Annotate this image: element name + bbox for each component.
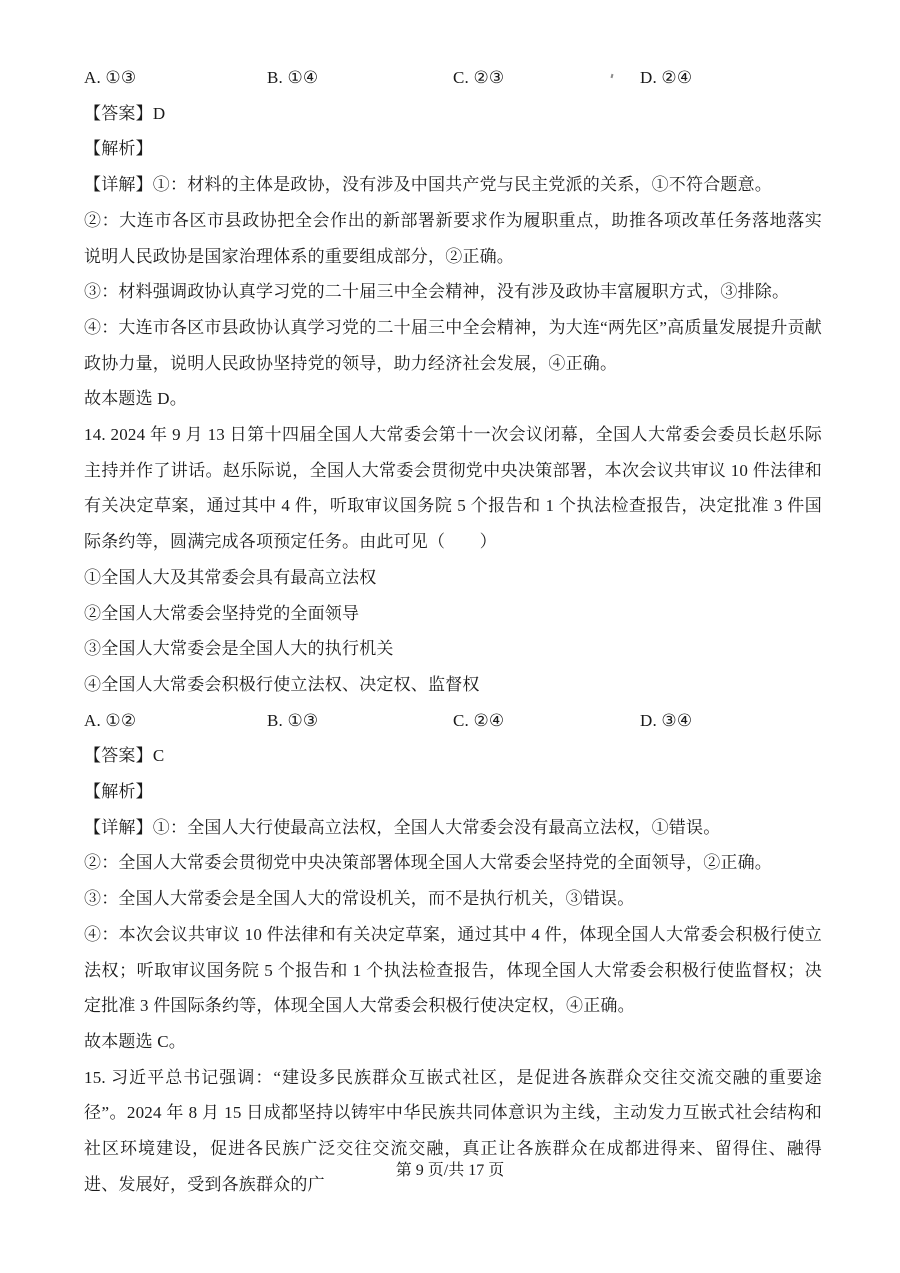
q14-detail-3: ③：全国人大常委会是全国人大的常设机关，而不是执行机关，③错误。 [84, 889, 635, 909]
q13-options-row [84, 60, 822, 96]
q14-answer-label: 【答案】 [84, 746, 153, 766]
q14-detail-1: 【详解】①：全国人大行使最高立法权，全国人大常委会没有最高立法权，①错误。 [84, 817, 721, 837]
q13-answer-line [84, 96, 822, 132]
q14-option-c: C. ②④ [453, 710, 505, 730]
q13-detail-1: 【详解】①：材料的主体是政协，没有涉及中国共产党与民主党派的关系，①不符合题意。 [84, 175, 772, 195]
q14-detail-4: ④：本次会议共审议 10 件法律和有关决定草案，通过其中 4 件，体现全国人大常委会积极行使立法权；听取审议国务院 5 个报告和 1 个执法检查报告，体现全国人大常委会积极行使监督权；决定批准 3 件国际条约等，体现全国人大常委会积极行使决定权，④正确。 [84, 924, 822, 1016]
q13-detail-4: ④：大连市各区市县政协认真学习党的二十届三中全会精神，为大连“两先区”高质量发展提升贡献政协力量，说明人民政协坚持党的领导，助力经济社会发展，④正确。 [84, 317, 822, 373]
q14-option-d: D. ③④ [640, 710, 693, 730]
q15-stem: 15. 习近平总书记强调：“建设多民族群众互嵌式社区，是促进各族群众交往交流交融的重要途径”。2024 年 8 月 15 日成都坚持以铸牢中华民族共同体意识为主线，主动发力互嵌式社会结构和社区环境建设，促进各民族广泛交往交流交融，真正让各族群众在成都进得来、留得住、融得进、发展好，受到各族群众的广 [84, 1067, 822, 1194]
q13-answer-label: 【答案】 [84, 103, 153, 123]
q13-option-d: D. ②④ [640, 68, 693, 87]
q14-option-b: B. ①③ [267, 710, 319, 730]
q14-stem: 14. 2024 年 9 月 13 日第十四届全国人大常委会第十一次会议闭幕，全国人大常委会委员长赵乐际主持并作了讲话。赵乐际说，全国人大常委会贯彻党中央决策部署，本次会议共审议 10 件法律和有关决定草案，通过其中 4 件，听取审议国务院 5 个报告和 1 个执法检查报告，决定批准 3 件国际条约等，圆满完成各项预定任务。由此可见（ ） [84, 425, 822, 552]
q13-detail-2: ②：大连市各区市县政协把全会作出的新部署新要求作为履职重点，助推各项改革任务落地落实说明人民政协是国家治理体系的重要组成部分，②正确。 [84, 210, 822, 266]
q13-option-c: C. ②③ [453, 68, 505, 87]
q13-analysis-label: 【解析】 [84, 139, 153, 159]
q13-option-b: B. ①④ [267, 68, 319, 87]
q13-conclusion: 故本题选 D。 [84, 389, 187, 409]
q14-answer-value: C [152, 746, 165, 766]
q14-option-a: A. ①② [84, 710, 137, 730]
q13-detail-3: ③：材料强调政协认真学习党的二十届三中全会精神，没有涉及政协丰富履职方式，③排除。 [84, 282, 790, 302]
q14-choice-2: ②全国人大常委会坚持党的全面领导 [84, 603, 360, 623]
q14-answer-line [84, 738, 822, 774]
page-content [84, 60, 822, 1203]
q14-choice-1: ①全国人大及其常委会具有最高立法权 [84, 567, 377, 587]
q14-analysis-label: 【解析】 [84, 782, 153, 802]
q13-option-a: A. ①③ [84, 68, 137, 87]
q14-options-row [84, 703, 822, 739]
q14-detail-2: ②：全国人大常委会贯彻党中央决策部署体现全国人大常委会坚持党的全面领导，②正确。 [84, 853, 772, 873]
q14-choice-4: ④全国人大常委会积极行使立法权、决定权、监督权 [84, 674, 480, 694]
q14-choice-3: ③全国人大常委会是全国人大的执行机关 [84, 639, 394, 659]
q13-answer-value: D [152, 103, 166, 123]
q14-conclusion: 故本题选 C。 [84, 1031, 186, 1051]
page-number: 第 9 页/共 17 页 [395, 1162, 505, 1179]
